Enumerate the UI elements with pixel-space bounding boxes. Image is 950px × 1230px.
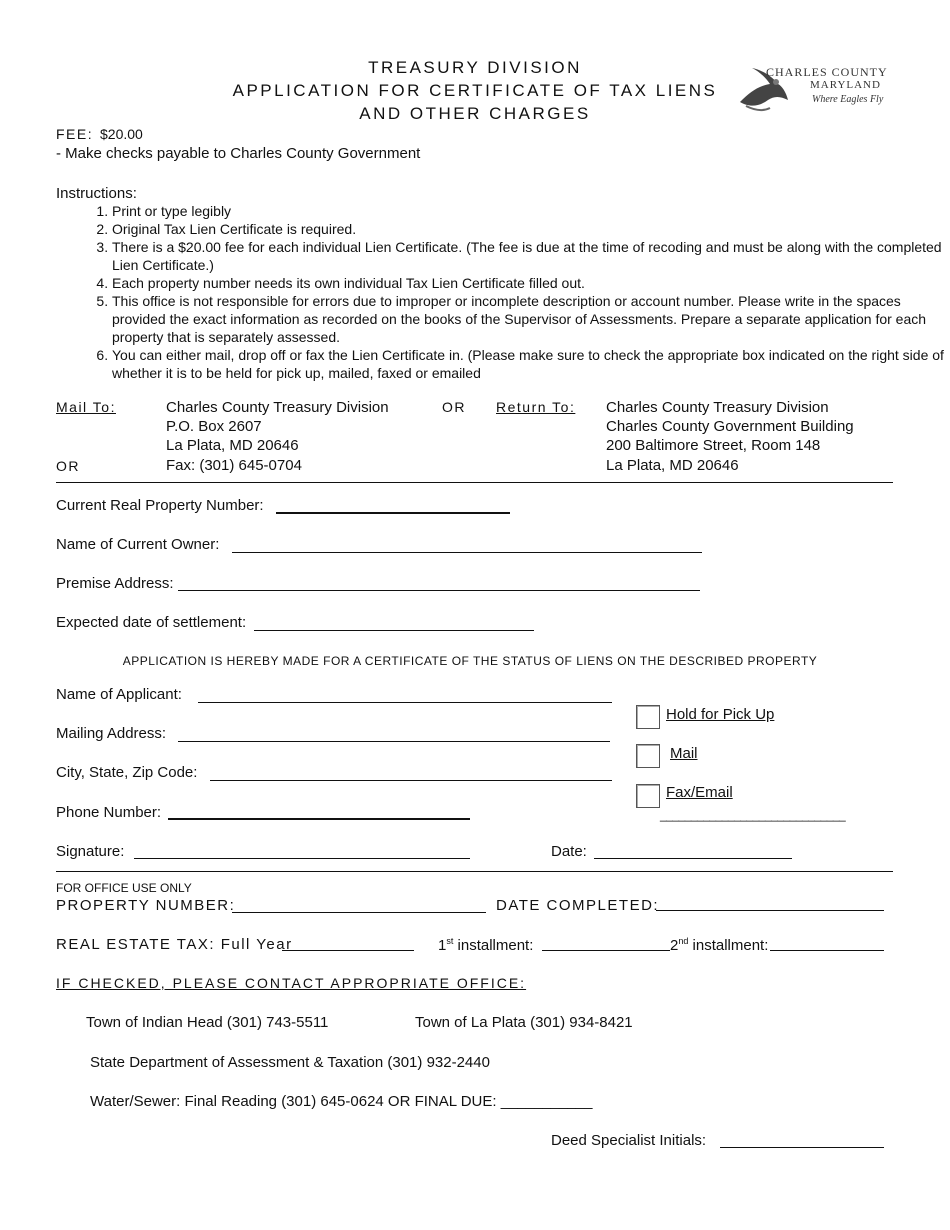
mail-checkbox[interactable] <box>636 744 660 768</box>
return-to-line: La Plata, MD 20646 <box>606 457 739 474</box>
title-line-1: TREASURY DIVISION <box>368 58 582 77</box>
applicant-name-label: Name of Applicant: <box>56 686 182 703</box>
fee-amount: $20.00 <box>100 126 143 142</box>
return-to-line: 200 Baltimore Street, Room 148 <box>606 437 821 454</box>
office-property-number-field[interactable] <box>232 912 486 913</box>
office-property-number-label: PROPERTY NUMBER: <box>56 897 236 914</box>
second-installment-field[interactable] <box>770 950 884 951</box>
mailing-address-label: Mailing Address: <box>56 725 167 742</box>
logo-tagline: Where Eagles Fly <box>812 94 884 105</box>
deed-specialist-label: Deed Specialist Initials: <box>551 1132 707 1149</box>
signature-field[interactable] <box>134 858 470 859</box>
instruction-item: 3. There is a $20.00 fee for each individual Lien Certificate. (The fee is due at the time of recoding and must be along with the completed Lien Certificate.) <box>112 238 948 274</box>
instructions-heading: Instructions: <box>56 185 137 202</box>
date-label: Date: <box>551 843 587 860</box>
first-installment-label: 1st installment: <box>438 936 534 954</box>
instruction-item: 4. Each property number needs its own individual Tax Lien Certificate filled out. <box>112 274 948 292</box>
title-line-2: APPLICATION FOR CERTIFICATE OF TAX LIENS <box>232 81 718 100</box>
contacts-heading: IF CHECKED, PLEASE CONTACT APPROPRIATE OFFICE: <box>56 975 527 991</box>
instruction-item: 6. You can either mail, drop off or fax the Lien Certificate in. (Please make sure to check the appropriate box indicated on the right side of whether it is to be held for pick up, mailed, faxed or emailed <box>112 346 948 382</box>
title-line-3: AND OTHER CHARGES <box>359 104 591 123</box>
la-plata-contact: Town of La Plata (301) 934-8421 <box>415 1014 633 1031</box>
deed-specialist-field[interactable] <box>720 1147 884 1148</box>
phone-number-label: Phone Number: <box>56 804 162 821</box>
mail-to-label: Mail To: <box>56 399 116 415</box>
fax-email-field[interactable]: ______________________________ <box>660 808 846 822</box>
water-sewer-contact: Water/Sewer: Final Reading (301) 645-0624 OR FINAL DUE: ___________ <box>90 1093 593 1110</box>
application-statement: APPLICATION IS HEREBY MADE FOR A CERTIFICATE OF THE STATUS OF LIENS ON THE DESCRIBED PROPERTY <box>122 654 818 668</box>
premise-field[interactable] <box>178 590 700 591</box>
city-state-zip-label: City, State, Zip Code: <box>56 764 198 781</box>
mailing-address-field[interactable] <box>178 741 610 742</box>
instructions-list <box>56 202 948 382</box>
date-completed-field[interactable] <box>656 910 884 911</box>
or-label: OR <box>56 458 80 474</box>
second-installment-label: 2nd installment: <box>670 936 769 954</box>
office-use-heading: FOR OFFICE USE ONLY <box>56 881 192 895</box>
state-dept-contact: State Department of Assessment & Taxation (301) 932-2440 <box>90 1054 490 1071</box>
logo-state: MARYLAND <box>810 79 881 91</box>
mail-to-line: P.O. Box 2607 <box>166 418 262 435</box>
or-label: OR <box>442 399 466 415</box>
property-number-label: Current Real Property Number: <box>56 497 264 514</box>
real-estate-tax-label <box>56 936 293 953</box>
logo-name: CHARLES COUNTY <box>766 65 888 79</box>
property-number-field[interactable] <box>276 512 510 514</box>
city-state-zip-field[interactable] <box>210 780 612 781</box>
instruction-item: 1. Print or type legibly <box>112 202 948 220</box>
date-completed-label: DATE COMPLETED: <box>496 897 660 914</box>
settlement-field[interactable] <box>254 630 534 631</box>
phone-number-field[interactable] <box>168 818 470 820</box>
return-to-line: Charles County Government Building <box>606 418 854 435</box>
county-logo <box>736 62 886 118</box>
full-year-field[interactable] <box>282 950 414 951</box>
real-estate-tax-text: REAL ESTATE TAX: Full Year <box>56 936 293 953</box>
first-installment-field[interactable] <box>542 950 670 951</box>
date-field[interactable] <box>594 858 792 859</box>
owner-field[interactable] <box>232 552 702 553</box>
applicant-name-field[interactable] <box>198 702 612 703</box>
indian-head-contact: Town of Indian Head (301) 743-5511 <box>86 1014 329 1031</box>
fee-note: - Make checks payable to Charles County Government <box>56 145 421 162</box>
return-to-line: Charles County Treasury Division <box>606 399 829 416</box>
divider <box>56 482 893 483</box>
instruction-item: 2. Original Tax Lien Certificate is required. <box>112 220 948 238</box>
owner-label: Name of Current Owner: <box>56 536 220 553</box>
hold-for-pickup-checkbox[interactable] <box>636 705 660 729</box>
fax-email-label: Fax/Email <box>666 784 733 801</box>
return-to-label: Return To: <box>496 399 576 415</box>
fax-email-checkbox[interactable] <box>636 784 660 808</box>
divider <box>56 871 893 872</box>
mail-to-line: Fax: (301) 645-0704 <box>166 457 302 474</box>
mail-to-line: La Plata, MD 20646 <box>166 437 299 454</box>
signature-label: Signature: <box>56 843 125 860</box>
fee-label: FEE: <box>56 126 94 142</box>
premise-label: Premise Address: <box>56 575 174 592</box>
instruction-item: 5. This office is not responsible for errors due to improper or incomplete description or account number. Please write in the spaces provided the exact information as recorded on the books of the Supervisor of Assessments. Prepare a separate application for each property that is separately assessed. <box>112 292 948 346</box>
mail-to-line: Charles County Treasury Division <box>166 399 389 416</box>
mail-label: Mail <box>670 745 698 762</box>
settlement-label: Expected date of settlement: <box>56 614 247 631</box>
hold-for-pickup-label: Hold for Pick Up <box>666 706 775 723</box>
